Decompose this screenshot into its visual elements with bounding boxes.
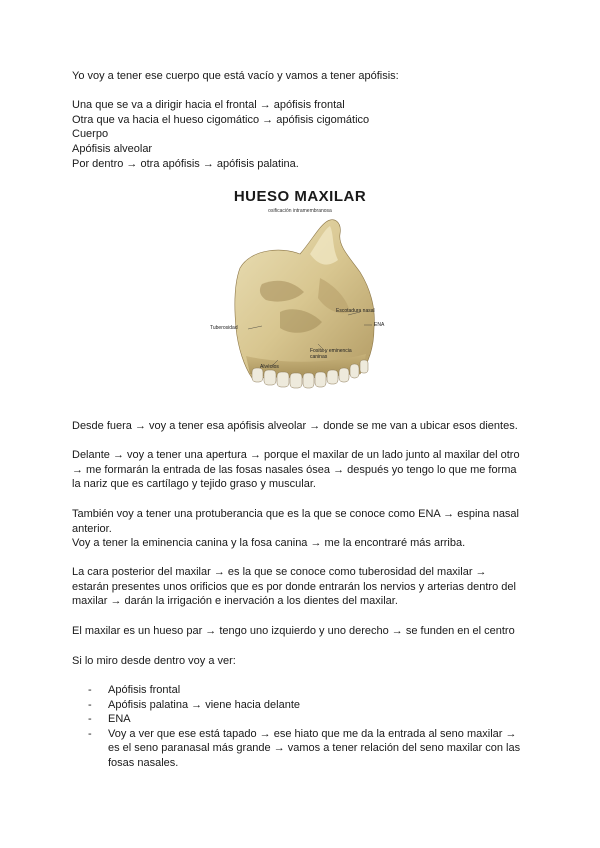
label-fosita-eminencia: Fosita y eminencia [310, 348, 352, 354]
intro-line: Apófisis alveolar [72, 142, 153, 155]
label-caninas: caninas [310, 354, 328, 360]
paragraph-line: Delante → voy a tener una apertura → porque el maxilar de un lado junto al maxilar del otro [72, 449, 520, 461]
label-alveolos: Alvéolos [260, 364, 279, 370]
paragraph-ena [72, 507, 534, 551]
list-item [88, 727, 538, 771]
paragraph-desde-dentro [72, 654, 534, 669]
label-escotadura-nasal: Escotadura nasal [336, 308, 375, 314]
paragraph-line: maxilar → darán la irrigación e inervación a los dientes del maxilar. [72, 595, 398, 608]
intro-line: Yo voy a tener ese cuerpo que está vacío y vamos a tener apófisis: [72, 70, 399, 82]
list-dash: - [88, 713, 92, 726]
maxilla-bone-illustration [200, 188, 400, 398]
intro-line: Otra que va hacia el hueso cigomático → apófisis cigomático [72, 113, 370, 126]
list-item-text: Voy a ver que ese está tapado → ese hiato que me da la entrada al seno maxilar → [108, 727, 517, 740]
paragraph-line: la nariz que es cartílago y tejido graso y muscular. [72, 478, 316, 491]
paragraph-hueso-par [72, 624, 534, 639]
paragraph-line: Desde fuera → voy a tener esa apófisis alveolar → donde se me van a ubicar esos dientes. [72, 420, 518, 432]
paragraph-line: → me formarán la entrada de las fosas nasales ósea → después yo tengo lo que me forma [72, 463, 517, 476]
figure-title: HUESO MAXILAR [233, 188, 367, 205]
intro-line: Cuerpo [72, 128, 109, 141]
list-dash: - [88, 684, 92, 696]
intro-section [72, 69, 534, 171]
list-item-text: Apófisis palatina → viene hacia delante [108, 698, 301, 711]
intro-line: Una que se va a dirigir hacia el frontal → apófisis frontal [72, 99, 345, 112]
paragraph-line: Si lo miro desde dentro voy a ver: [72, 655, 236, 667]
list-item-text: Apófisis frontal [108, 684, 181, 696]
paragraph-line: También voy a tener una protuberancia que es la que se conoce como ENA → espina nasal [72, 508, 519, 520]
intro-line: Por dentro → otra apófisis → apófisis palatina. [72, 157, 299, 170]
paragraph-line: El maxilar es un hueso par → tengo uno izquierdo y uno derecho → se funden en el centro [72, 625, 515, 637]
inner-view-list [88, 683, 538, 771]
list-item [88, 698, 538, 713]
list-item [88, 683, 538, 698]
list-item-text: es el seno paranasal más grande → vamos a tener relación del seno maxilar con las [108, 742, 521, 755]
list-item-text: ENA [108, 713, 131, 726]
paragraph-delante [72, 448, 534, 492]
paragraph-line: La cara posterior del maxilar → es la que se conoce como tuberosidad del maxilar → [72, 566, 487, 578]
label-tuberosidad: Tuberosidad [210, 325, 238, 331]
figure-subtitle: osificación intramembranosa [268, 208, 332, 214]
paragraph-alveolar [72, 419, 534, 434]
maxilla-figure [200, 188, 400, 398]
paragraph-cara-posterior [72, 565, 534, 609]
paragraph-line: anterior. [72, 522, 112, 535]
list-dash: - [88, 698, 92, 711]
intro-line [72, 84, 534, 99]
list-item [88, 712, 538, 727]
paragraph-line: Voy a tener la eminencia canina y la fosa canina → me la encontraré más arriba. [72, 537, 466, 550]
label-ena: ENA [374, 322, 385, 328]
list-item-text: fosas nasales. [108, 756, 179, 769]
list-dash: - [88, 727, 92, 740]
paragraph-line: estarán presentes unos orificios que es por donde entrarán los nervios y arterias dentro del [72, 580, 516, 593]
